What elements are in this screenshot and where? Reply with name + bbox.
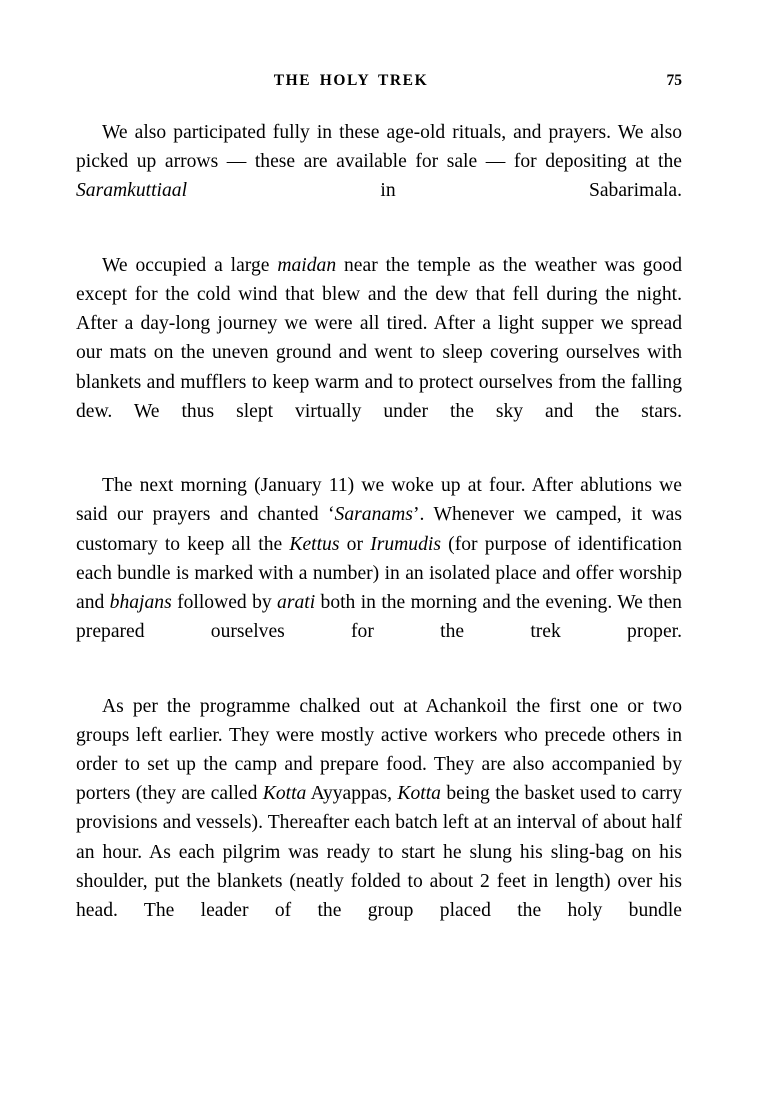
paragraph-3: The next morning (January 11) we woke up at four. After ablutions we said our prayers and chanted ‘Saranams’. Whenever we camped, it was customary to keep all the Kettus or Irumudis (for purpose of identification each bundle is marked with a number) in an isolated place and offer worship and bhajans followed by arati both in the morning and the evening. We then prepared ourselves for the trek proper. xyxy=(76,475,682,643)
running-head-title: THE HOLY TREK xyxy=(273,72,429,89)
italic-term: bhajans xyxy=(109,592,172,614)
paragraph-4: As per the programme chalked out at Achankoil the first one or two groups left earlier. They were mostly active workers who precede others in order to set up the camp and prepare food. They are also accompanied by porters (they are called Kotta Ayyappas, Kotta being the basket used to carry provisions and vessels). Thereafter each batch left at an interval of about half an hour. As each pilgrim was ready to start he slung his sling-bag on his shoulder, put the blankets (neatly folded to about 2 feet in length) over his head. The leader of the group placed the holy bundle xyxy=(76,695,682,922)
italic-term: Irumudis xyxy=(370,533,441,555)
running-head xyxy=(76,72,682,94)
italic-term: Saranams xyxy=(334,504,413,526)
italic-term: maidan xyxy=(277,254,337,276)
body-text-block xyxy=(76,118,682,954)
italic-term: Kotta xyxy=(262,783,307,805)
italic-term: arati xyxy=(277,592,316,614)
paragraph-1: We also participated fully in these age-old rituals, and prayers. We also picked up arrows — these are available for sale — for depositing at the Saramkuttiaal in Sabarimala. xyxy=(76,122,682,202)
italic-term: Kettus xyxy=(289,533,340,555)
italic-term: Saramkuttiaal xyxy=(76,180,188,202)
paragraph-2: We occupied a large maidan near the temple as the weather was good except for the cold wind that blew and the dew that fell during the night. After a day-long journey we were all tired. After a light supper we spread our mats on the uneven ground and went to sleep covering ourselves with blankets and mufflers to keep warm and to protect ourselves from the falling dew. We thus slept virtually under the sky and the stars. xyxy=(76,254,682,422)
page-number: 75 xyxy=(666,72,682,89)
italic-term: Kotta xyxy=(397,783,441,805)
